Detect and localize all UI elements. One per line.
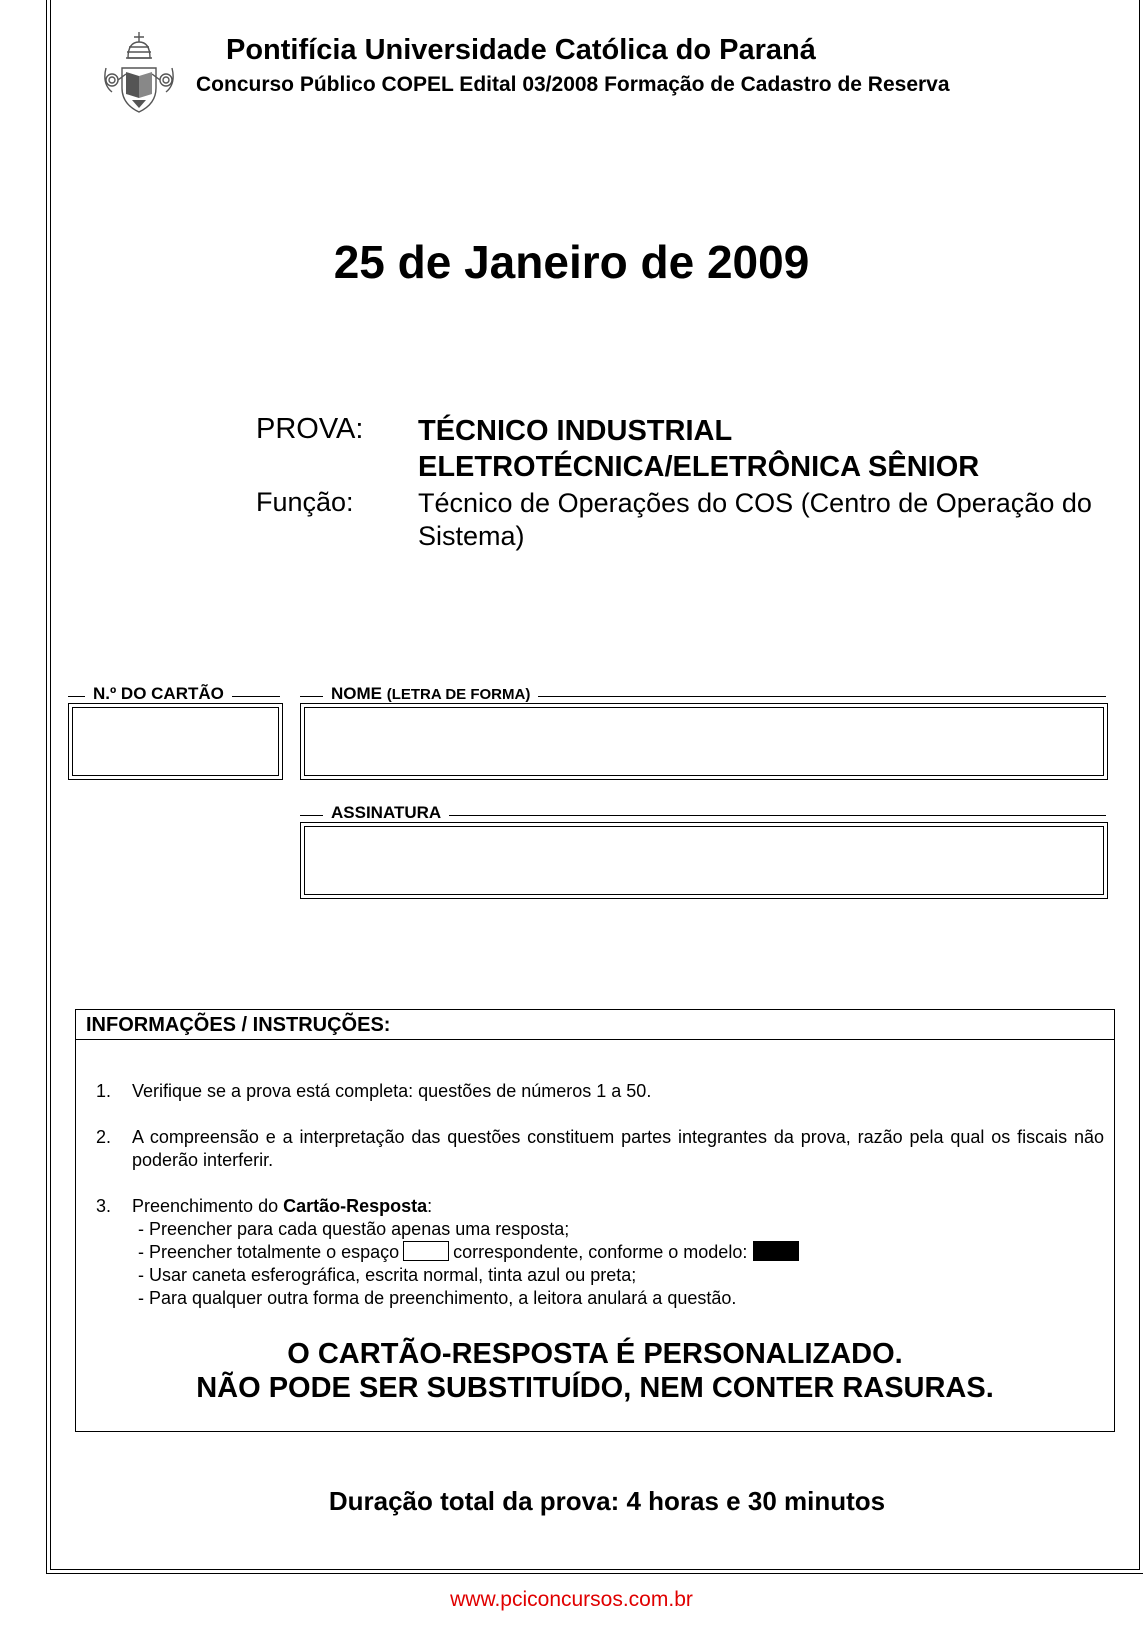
instruction-3-suffix: : [427, 1196, 433, 1216]
funcao-value: Técnico de Operações do COS (Centro de Operação do Sistema) [418, 488, 1092, 551]
institution-title: Pontifícia Universidade Católica do Paraná [226, 34, 816, 66]
exam-date: 25 de Janeiro de 2009 [333, 236, 810, 288]
instruction-number: 3. [96, 1196, 112, 1216]
sub-instruction-2-b: correspondente, conforme o modelo: [453, 1242, 748, 1262]
exam-duration: Duração total da prova: 4 horas e 30 minutos [328, 1486, 886, 1516]
prova-line-1: TÉCNICO INDUSTRIAL [418, 415, 733, 447]
personalized-card-warning [76, 1337, 1114, 1405]
prova-label: PROVA: [256, 413, 364, 445]
funcao-label: Função: [256, 487, 354, 517]
instruction-number: 2. [96, 1127, 112, 1147]
prova-value [418, 413, 979, 485]
instruction-text: A compreensão e a interpretação das questões constituem partes integrantes da prova, razão pela qual os fiscais não poderão interferir. [132, 1127, 1104, 1170]
card-number-label: N.º DO CARTÃO [85, 684, 232, 704]
prova-line-2: ELETROTÉCNICA/ELETRÔNICA SÊNIOR [418, 451, 980, 483]
name-hint: (LETRA DE FORMA) [386, 686, 531, 703]
contest-subtitle: Concurso Público COPEL Edital 03/2008 Formação de Cadastro de Reserva [196, 73, 950, 96]
signature-field[interactable] [300, 822, 1108, 899]
sub-instruction-2 [138, 1241, 1104, 1264]
instruction-item-3 [96, 1195, 1104, 1310]
instruction-3-prefix: Preenchimento do [132, 1196, 279, 1216]
sub-instruction-2-a: - Preencher totalmente o espaço [138, 1242, 400, 1262]
sub-instruction-4: - Para qualquer outra forma de preenchimento, a leitora anulará a questão. [138, 1288, 737, 1308]
instruction-text: Verifique se a prova está completa: questões de números 1 a 50. [132, 1081, 652, 1101]
cartao-resposta-term: Cartão-Resposta [283, 1196, 428, 1216]
name-field-title [323, 684, 538, 704]
warning-line-2: NÃO PODE SER SUBSTITUÍDO, NEM CONTER RASURAS. [196, 1372, 994, 1404]
instruction-item-2 [96, 1126, 1104, 1172]
empty-bubble-icon [403, 1241, 449, 1261]
university-crest-icon [98, 28, 180, 116]
instruction-text [132, 1195, 1104, 1310]
instruction-number: 1. [96, 1081, 112, 1101]
name-label: NOME [331, 684, 382, 703]
name-field[interactable] [300, 703, 1108, 780]
sub-instruction-1: - Preencher para cada questão apenas uma resposta; [138, 1219, 570, 1239]
instruction-item-1 [96, 1080, 1104, 1103]
instructions-box [75, 1009, 1115, 1432]
warning-line-1: O CARTÃO-RESPOSTA É PERSONALIZADO. [287, 1338, 903, 1370]
filled-bubble-icon [753, 1241, 799, 1261]
card-number-field[interactable] [68, 703, 283, 780]
signature-label: ASSINATURA [323, 803, 449, 823]
sub-instruction-3: - Usar caneta esferográfica, escrita normal, tinta azul ou preta; [138, 1265, 637, 1285]
website-footer[interactable]: www.pciconcursos.com.br [450, 1588, 693, 1611]
instructions-header: INFORMAÇÕES / INSTRUÇÕES: [76, 1010, 1114, 1040]
